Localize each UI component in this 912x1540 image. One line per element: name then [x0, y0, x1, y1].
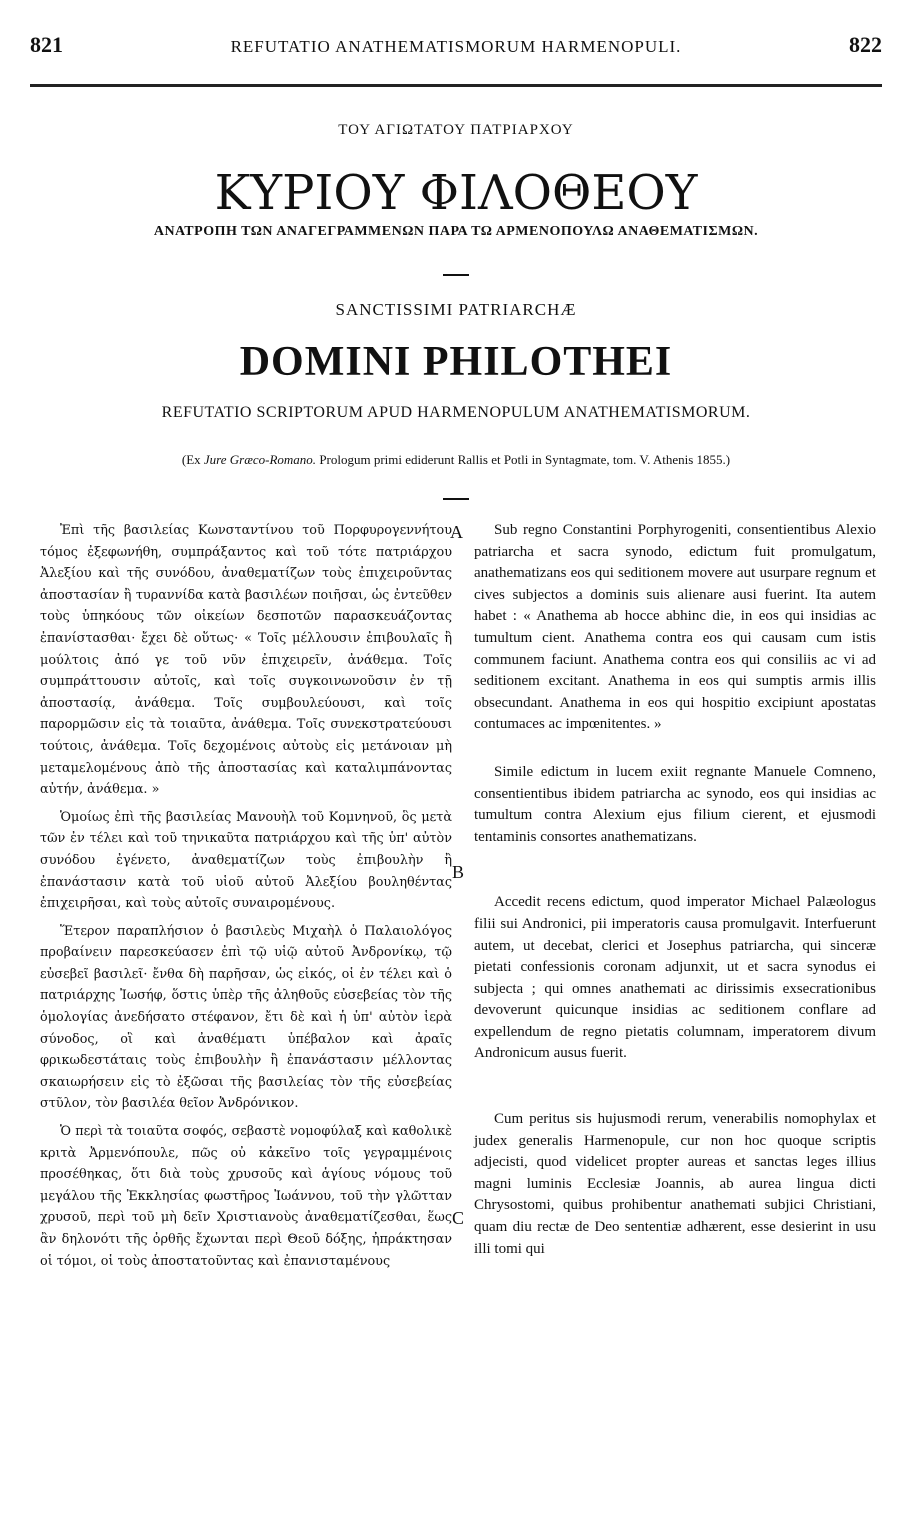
greek-paragraph: Ἐπὶ τῆς βασιλείας Κωνσταντίνου τοῦ Πορφυρογεννήτου τόμος ἐξεφωνήθη, συμπράξαντος καὶ τοῦ τότε πατριάρχου Ἀλεξίου καὶ τῆς συνόδου, ἀναθεματίζων τοὺς ἐπιχειροῦντας ἀποστασίαν ἢ τυραννίδα κατὰ βασιλέων ποιῆσαι, ὡς ἐντεῦθεν τοὺς ὑπηκόους τῶν οἰκείων δεσποτῶν παρασκευάζοντας ἐπανίστασθαι· ἔχει δὲ οὕτως· « Τοῖς μέλλουσιν ἐπιβουλαῖς ἢ μούλτοις ἀπό γε τοῦ νῦν ἐπιχειρεῖν, ἀνάθεμα. Τοῖς συμπράττουσιν αὐτοῖς, καὶ τοῖς συγκοινωνοῦσιν ἐν τῇ ἀποστασίᾳ, ἀνάθεμα. Τοῖς συμβουλεύουσι, καὶ τοῖς παρορμῶσιν εἰς τὰ τοιαῦτα, ἀνάθεμα. Τοῖς συνεκστρατεύουσι τούτοις, ἀνάθεμα. Τοῖς δεχομένοις αὐτοὺς εἰς μετάνοιαν μὴ μεταμελομένους ἀπὸ τῆς ἀποστασίας καὶ καταλιμπάνοντας αὐτήν, ἀνάθεμα. »: [40, 523, 452, 798]
latin-paragraph: Sub regno Constantini Porphyrogeniti, consentientibus Alexio patriarcha et sacra synodo, edictum fuit promulgatum, anathematizans eos qui seditionem movere aut usurpare regnum et cives subjectos a dominis suis alienare ausi fuerint. Ita autem habet : « Anathema ab hocce abhinc die, in eos qui insidias ac tumultum cient. Anathema contra eos qui causam cum istis communem faciunt. Anathema contra eos qui consiliis ac vi ad seditionem excitant. Anathema in eos qui sumptis armis illis obsecundant. Anathema in eos qui hospitio excipiunt apostatas contumaces ac impœnitentes. »: [474, 522, 876, 733]
margin-marker-c: C: [452, 1208, 465, 1228]
source-note-italic: Jure Græco-Romano.: [203, 452, 317, 467]
margin-marker-b: B: [452, 862, 465, 882]
source-note: [30, 452, 882, 468]
latin-title-line1: SANCTISSIMI PATRIARCHÆ: [335, 300, 577, 319]
header-rule: [30, 84, 882, 87]
latin-column: [474, 520, 876, 1260]
source-note-rest: Prologum primi ediderunt Rallis et Potli in Syntagmate, tom. V. Athenis 1855.): [319, 452, 731, 467]
latin-title-main: DOMINI PHILOTHEI: [239, 339, 673, 385]
greek-column: [40, 520, 452, 1272]
page-number-right: 822: [848, 32, 882, 57]
running-title: REFUTATIO ANATHEMATISMORUM HARMENOPULI.: [230, 37, 682, 56]
greek-paragraph: Ὁ περὶ τὰ τοιαῦτα σοφός, σεβαστὲ νομοφύλαξ καὶ καθολικὲ κριτὰ Ἀρμενόπουλε, πῶς οὐ κἀκεῖνο τοῖς γεγραμμένοις προσέθηκας, ὅτι διὰ τοὺς χρυσοῦς καὶ ἁγίους νόμους τοῦ μεγάλου τῆς Ἐκκλησίας φωστῆρος Ἰωάννου, τοῦ τὴν γλῶτταν χρυσοῦ, περὶ τοῦ μὴ δεῖν Χριστιανοὺς ἀναθεματίζεσθαι, ἕως ἂν δηλονότι τῆς ὀρθῆς ἔχωνται περὶ Θεοῦ δόξης, ἠπράκτησαν οἱ τόμοι, οἱ τοὺς ἀποστατοῦντας καὶ ἐπανισταμένους: [40, 1124, 452, 1269]
greek-title-line1: ΤΟΥ ΑΓΙΩΤΑΤΟΥ ΠΑΤΡΙΑΡΧΟΥ: [338, 122, 574, 138]
greek-title-subtitle: ΑΝΑΤΡΟΠΗ ΤΩΝ ΑΝΑΓΕΓΡΑΜΜΕΝΩΝ ΠΑΡΑ ΤΩ ΑΡΜΕΝΟΠΟΥΛΩ ΑΝΑΘΕΜΑΤΙΣΜΩΝ.: [153, 224, 759, 239]
latin-paragraph: Accedit recens edictum, quod imperator Michael Palæologus filii sui Andronici, pii imperatoris causa promulgavit. Interfuerunt autem, ut decebat, clerici et Josephus patriarcha, qui sinceræ pietati confessionis coronam adjunxit, ut et sacra synodus ei subjecta ; qui omnes anathemati ac dirissimis exsecrationibus devoverunt quicunque insidias ac seditionem conflare ad expellendum de regno pietatis columnam, imperatorem divum Andronicum ausus fuerit.: [474, 894, 876, 1062]
title-divider: [443, 274, 469, 276]
latin-paragraph: Cum peritus sis hujusmodi rerum, venerabilis nomophylax et judex generalis Harmenopule, cur non hoc quoque scriptis adjecisti, quod videlicet propter aureas et sanctas leges illius magni luminis Ecclesiæ Joannis, ab aurea lingua dicti Chrysostomi, quibus prohibentur anathemati subjici Christiani, quam diu rectæ de Deo sententiæ adhærent, esse desierint in usu illi tomi qui: [474, 1111, 876, 1257]
page-number-left: 821: [30, 32, 63, 57]
greek-paragraph: Ὁμοίως ἐπὶ τῆς βασιλείας Μανουὴλ τοῦ Κομνηνοῦ, ὃς μετὰ τῶν ἐν τέλει καὶ τοῦ τηνικαῦτα πατριάρχου καὶ τῆς ὑπ' αὐτὸν συνόδου ἐγένετο, ἀναθεματίζων τοὺς ἐπιβουλὴν ἢ ἐπανάστασιν κατὰ τοῦ υἱοῦ αὐτοῦ Ἀλεξίου βουληθέντας ἐπιχειρῆσαι, καὶ τοὺς αὐτοῖς συναιρομένους.: [40, 809, 452, 912]
latin-title-subtitle: REFUTATIO SCRIPTORUM APUD HARMENOPULUM ANATHEMATISMORUM.: [161, 404, 751, 421]
margin-marker-a: A: [450, 522, 463, 542]
source-note-ex: (Ex: [181, 452, 201, 467]
greek-title-main: ΚΥΡΙΟΥ ΦΙΛΟΘΕΟΥ: [214, 165, 698, 221]
latin-paragraph: Simile edictum in lucem exiit regnante Manuele Comneno, consentientibus ibidem patriarcha ac synodo, eos qui insidias ac tumultum contra Alexium ejus filium cierent, et ejusmodi tentaminis consortes anathematizans.: [474, 763, 876, 845]
running-head: [30, 32, 882, 62]
greek-paragraph: Ἕτερον παραπλήσιον ὁ βασιλεὺς Μιχαὴλ ὁ Παλαιολόγος προβαίνειν παρεσκεύασεν ἐπὶ τῷ υἱῷ αὐτοῦ Ἀνδρονίκῳ, τῷ εὐσεβεῖ βασιλεῖ· ἔνθα δὴ παρῆσαν, ὡς εἰκός, οἱ ἐν τέλει καὶ ὁ πατριάρχης Ἰωσήφ, ὅστις ὑπὲρ τῆς ἀληθοῦς εὐσεβείας τὸν τῆς ὁμολογίας ἀνεδήσατο στέφανον, ἔτι δὲ καὶ ἡ ὑπ' αὐτὸν ἱερὰ σύνοδος, οἳ καὶ ἀναθέματι ὑπέβαλον καὶ ἀραῖς φρικωδεστάταις τοὺς ἐπιβουλὴν ἢ ἐπανάστασιν μέλλοντας σκαιωρήσειν εἰς τὸ ἐξῶσαι τῆς βασιλείας τὸν τῆς εὐσεβείας στῦλον, τὸν βασιλέα θεῖον Ἀνδρόνικον.: [40, 923, 452, 1112]
note-divider: [443, 498, 469, 500]
